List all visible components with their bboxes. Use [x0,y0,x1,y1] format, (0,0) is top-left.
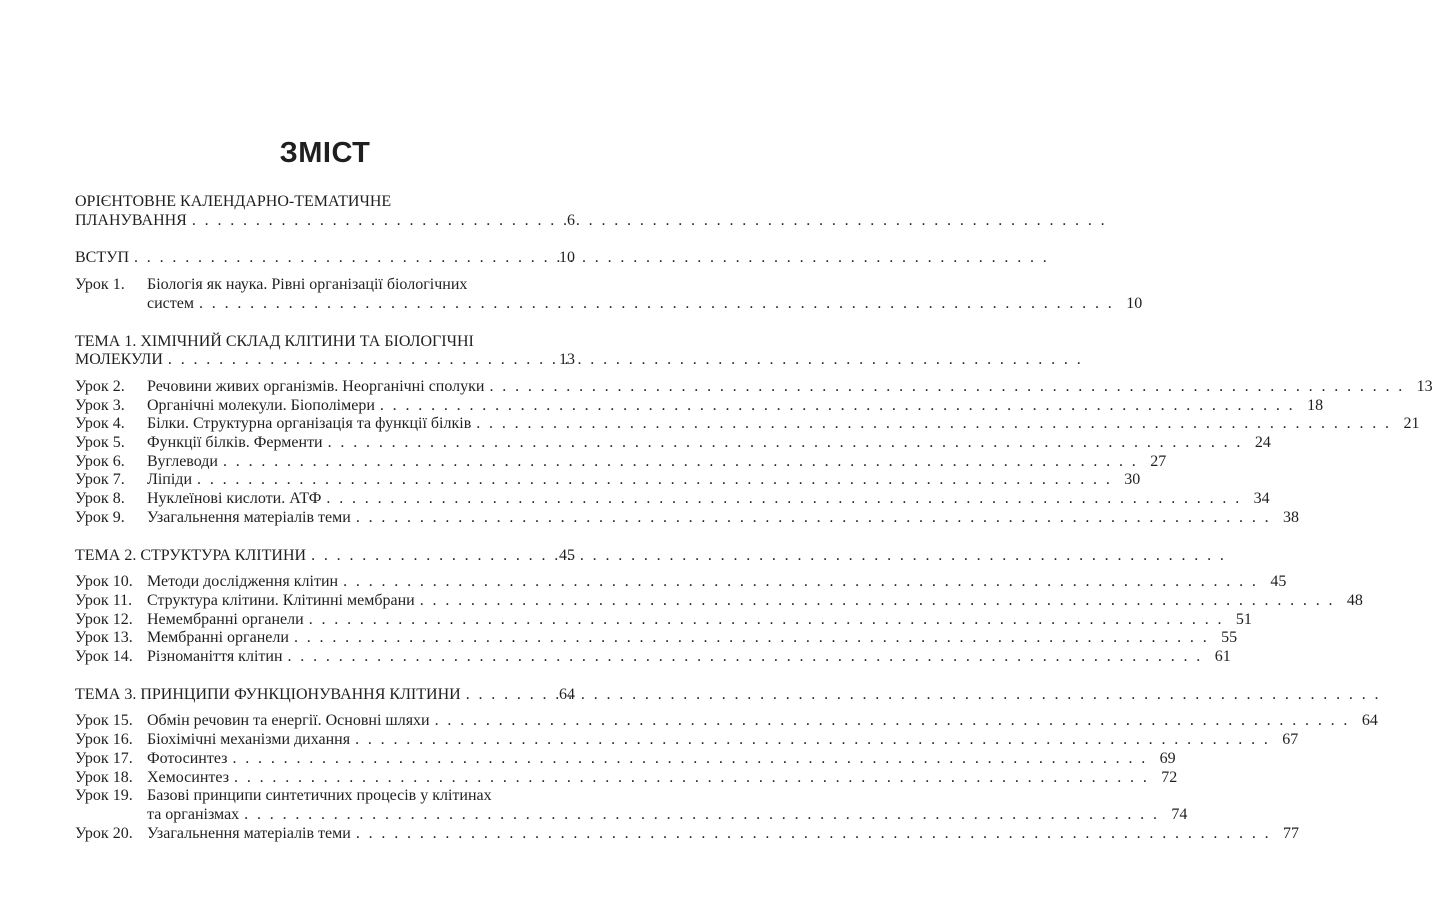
toc-section-heading-text: ВСТУП [75,249,129,267]
toc-lesson-entry [75,712,1378,731]
lesson-title-text: систем [147,294,194,312]
dot-leader [476,415,1391,434]
lesson-label: Урок 8. [75,490,125,508]
lesson-title-row [147,490,1270,509]
lesson-title [147,490,1270,509]
lesson-title-text: Біохімічні механізми дихання [147,731,351,749]
lesson-title-row [147,712,1378,731]
page-number: 48 [1346,591,1363,609]
lesson-label: Урок 11. [75,591,133,609]
toc-section-heading-row [75,547,575,566]
lesson-title-text: Мембранні органели [147,629,289,647]
toc-lesson-entry [75,629,1238,648]
toc-lesson-entry [75,648,1231,667]
toc-section-heading-text: ТЕМА 3. ПРИНЦИПИ ФУНКЦІОНУВАННЯ КЛІТИНИ [75,685,461,703]
dot-leader [356,509,1271,528]
page-number: 55 [1221,629,1238,647]
page-number: 30 [1124,471,1141,489]
dot-leader [435,712,1350,731]
lesson-title [147,787,1187,824]
toc-section-heading [75,686,575,705]
lesson-label: Урок 17. [75,749,133,767]
toc-section-heading-text: ПЛАНУВАННЯ [75,211,187,229]
lesson-title-text: Нуклеїнові кислоти. АТФ [147,490,322,508]
toc-lesson-entry [75,471,1141,490]
lesson-title-row [147,453,1166,472]
dot-leader [244,806,1159,825]
lesson-label: Урок 18. [75,768,133,786]
toc-lesson-entry [75,415,1420,434]
lesson-title-text: Хемосинтез [147,768,230,786]
lesson-title [147,769,1177,788]
lesson-title [147,397,1323,416]
dot-leader [343,573,1258,592]
lesson-label: Урок 15. [75,712,133,730]
dot-leader [192,212,547,231]
toc-lesson-entry [75,490,1270,509]
page-number: 21 [1403,415,1420,433]
page-number: 34 [1253,490,1270,508]
lesson-title-text: Вуглеводи [147,452,218,470]
page-number: 13 [1416,377,1433,395]
lesson-label: Урок 7. [75,471,125,489]
lesson-label: Урок 12. [75,610,133,628]
toc-lesson-entry [75,749,1176,769]
lesson-title-row [147,750,1176,769]
dot-leader [288,648,1203,667]
lesson-label: Урок 10. [75,573,133,591]
lesson-title-row [147,573,1286,592]
dot-leader [311,547,547,566]
page-number: 45 [1270,573,1287,591]
table-of-contents [75,193,1433,843]
lesson-label: Урок 14. [75,648,133,666]
toc-section-heading-text: МОЛЕКУЛИ [75,351,163,369]
lesson-title [147,611,1252,630]
lesson-title [147,648,1231,667]
lesson-title-row [147,806,1187,825]
lesson-title-text: Немембранні органели [147,610,304,628]
toc-section-heading [75,193,575,230]
lesson-title [147,415,1419,434]
lesson-title [147,731,1298,750]
toc-lesson-entry [75,824,1300,844]
lesson-title [147,750,1176,769]
toc-lesson-entry [75,787,1188,824]
page-number: 61 [1214,648,1231,666]
toc-section-heading [75,547,575,566]
lesson-title-text: Речовини живих організмів. Неорганічні сполуки [147,377,485,395]
lesson-label: Урок 5. [75,434,125,452]
page-number: 64 [1361,712,1378,730]
lesson-title [147,378,1433,397]
toc-lesson-entry [75,591,1363,611]
lesson-label: Урок 19. [75,787,133,805]
page-number: 74 [1171,805,1188,823]
dot-leader [380,397,1295,416]
lesson-title [147,629,1237,648]
toc-lesson-entry [75,434,1271,453]
page-number: 38 [1283,508,1300,526]
lesson-title-row [147,825,1299,844]
lesson-title-text: Різноманіття клітин [147,648,283,666]
page-number: 67 [1282,731,1299,749]
lesson-title [147,825,1299,844]
dot-leader [199,295,1114,314]
toc-section-heading [75,333,575,370]
dot-leader [420,592,1335,611]
dot-leader [466,686,547,705]
lesson-title-text: Фотосинтез [147,749,228,767]
page-number: 72 [1161,768,1178,786]
dot-leader [223,453,1138,472]
toc-lesson-entry [75,377,1433,397]
page-number: 18 [1307,396,1324,414]
lesson-label: Урок 13. [75,629,133,647]
lesson-title-row [147,415,1419,434]
lesson-title-row [147,397,1323,416]
toc-section-heading-row [75,249,575,268]
toc-lesson-entry [75,508,1300,528]
lesson-label: Урок 3. [75,396,125,414]
lesson-title-row [147,295,1142,314]
lesson-title-text: Узагальнення матеріалів теми [147,508,351,526]
lesson-label: Урок 4. [75,415,125,433]
lesson-title-text: Біологія як наука. Рівні організації біологічних [147,276,468,294]
dot-leader [309,611,1224,630]
lesson-title-row [147,731,1298,750]
lesson-title [147,453,1166,472]
toc-lesson-entry [75,573,1287,592]
page-number: 10 [559,249,575,267]
lesson-title-row [147,629,1237,648]
lesson-title-row [147,611,1252,630]
toc-lesson-entry [75,610,1252,630]
toc-lesson-entry [75,452,1167,472]
toc-lesson-entry [75,731,1299,750]
lesson-title [147,434,1271,453]
page-title: ЗМІСТ [279,137,371,169]
lesson-title-row [147,471,1140,490]
lesson-title-row [147,592,1363,611]
lesson-title-text: Методи дослідження клітин [147,573,339,591]
lesson-title [147,573,1286,592]
toc-lesson-entry [75,396,1324,416]
lesson-title-text: Функції білків. Ферменти [147,434,323,452]
dot-leader [328,434,1243,453]
page-number: 64 [559,685,575,703]
toc-section-heading [75,249,575,268]
dot-leader [294,629,1209,648]
dot-leader [355,731,1270,750]
dot-leader [197,471,1112,490]
toc-section-heading-text: ТЕМА 2. СТРУКТУРА КЛІТИНИ [75,546,307,564]
lesson-title-row [147,378,1433,397]
lesson-title [147,712,1378,731]
page-number: 6 [567,211,575,229]
lesson-title-row [147,509,1299,528]
lesson-label: Урок 1. [75,276,125,294]
toc-section-heading-row [75,212,575,231]
page-number: 77 [1283,824,1300,842]
lesson-title-row [147,434,1271,453]
lesson-label: Урок 20. [75,824,133,842]
toc-section-heading-text: ОРІЄНТОВНЕ КАЛЕНДАРНО-ТЕМАТИЧНЕ [75,193,392,210]
lesson-title [147,592,1363,611]
lesson-title [147,509,1299,528]
lesson-title-text: Ліпіди [147,471,193,489]
dot-leader [168,351,547,370]
page-number: 10 [1126,294,1143,312]
lesson-title-text: Базові принципи синтетичних процесів у клітинах [147,787,492,805]
lesson-title-text: та організмах [147,805,240,823]
lesson-title-row [147,648,1231,667]
toc-lesson-entry [75,768,1178,788]
lesson-label: Урок 2. [75,377,125,395]
toc-section-heading-row [75,351,575,370]
page-number: 13 [559,351,575,369]
toc-lesson-entry [75,276,1143,313]
page-number: 51 [1235,610,1252,628]
lesson-title [147,471,1140,490]
toc-section-heading-row [75,686,575,705]
lesson-title-text: Органічні молекули. Біополімери [147,396,375,414]
page-number: 69 [1159,749,1176,767]
dot-leader [489,378,1404,397]
lesson-title-text: Структура клітини. Клітинні мембрани [147,591,415,609]
lesson-title-text: Узагальнення матеріалів теми [147,824,351,842]
page-number: 27 [1150,452,1167,470]
lesson-title-row [147,769,1177,788]
page-number: 24 [1254,434,1271,452]
dot-leader [232,750,1147,769]
dot-leader [234,769,1149,788]
lesson-label: Урок 16. [75,731,133,749]
dot-leader [326,490,1241,509]
lesson-label: Урок 9. [75,508,125,526]
dot-leader [356,825,1271,844]
lesson-title-text: Білки. Структурна організація та функції білків [147,415,472,433]
page-number: 45 [559,546,575,564]
lesson-label: Урок 6. [75,452,125,470]
lesson-title-text: Обмін речовин та енергії. Основні шляхи [147,712,430,730]
dot-leader [134,249,547,268]
lesson-title [147,276,1142,313]
toc-section-heading-text: ТЕМА 1. ХІМІЧНИЙ СКЛАД КЛІТИНИ ТА БІОЛОГІЧНІ [75,332,474,350]
